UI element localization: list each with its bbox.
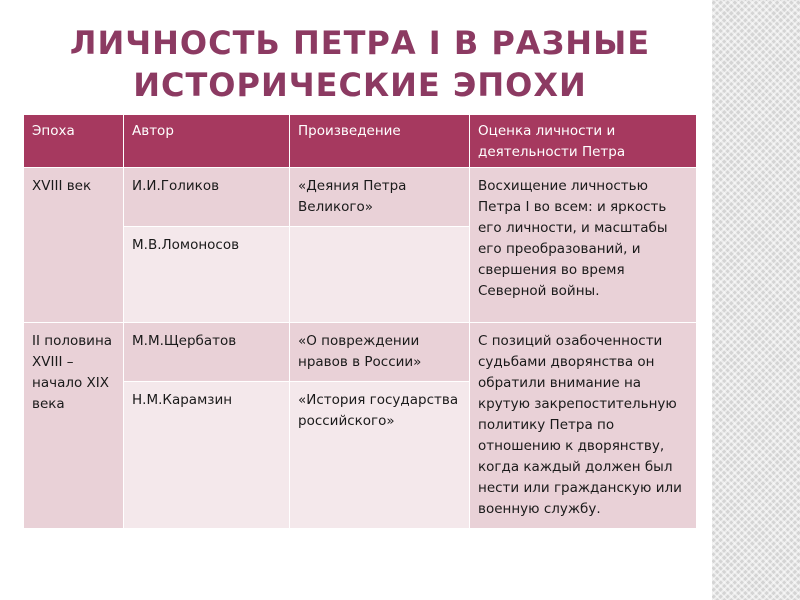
work-cell: «Деяния Петра Великого»	[290, 168, 470, 227]
work-cell	[290, 227, 470, 323]
era-cell: XVIII век	[24, 168, 124, 323]
author-cell: М.М.Щербатов	[124, 323, 290, 382]
table-row	[24, 323, 697, 382]
era-cell: II половина XVIII – начало XIX века	[24, 323, 124, 529]
author-cell: Н.М.Карамзин	[124, 382, 290, 529]
author-cell: М.В.Ломоносов	[124, 227, 290, 323]
page-title	[40, 22, 680, 106]
title-line-1: ЛИЧНОСТЬ ПЕТРА I В РАЗНЫЕ	[69, 24, 651, 62]
title-line-2: ИСТОРИЧЕСКИЕ ЭПОХИ	[133, 66, 587, 104]
header-era: Эпоха	[24, 115, 124, 168]
header-author: Автор	[124, 115, 290, 168]
work-cell: «История государства российского»	[290, 382, 470, 529]
eras-table	[23, 114, 697, 529]
decorative-side-panel	[712, 0, 800, 600]
header-work: Произведение	[290, 115, 470, 168]
assessment-cell: С позиций озабоченности судьбами дворянства он обратили внимание на крутую закрепостительную политику Петра по отношению к дворянству, когда каждый должен был нести или гражданскую или военную службу.	[470, 323, 697, 529]
assessment-cell: Восхищение личностью Петра I во всем: и яркость его личности, и масштабы его преобразований, и свершения во время Северной войны.	[470, 168, 697, 323]
work-cell: «О повреждении нравов в России»	[290, 323, 470, 382]
author-cell: И.И.Голиков	[124, 168, 290, 227]
header-assessment: Оценка личности и деятельности Петра	[470, 115, 697, 168]
table-header-row	[24, 115, 697, 168]
table-row	[24, 168, 697, 227]
